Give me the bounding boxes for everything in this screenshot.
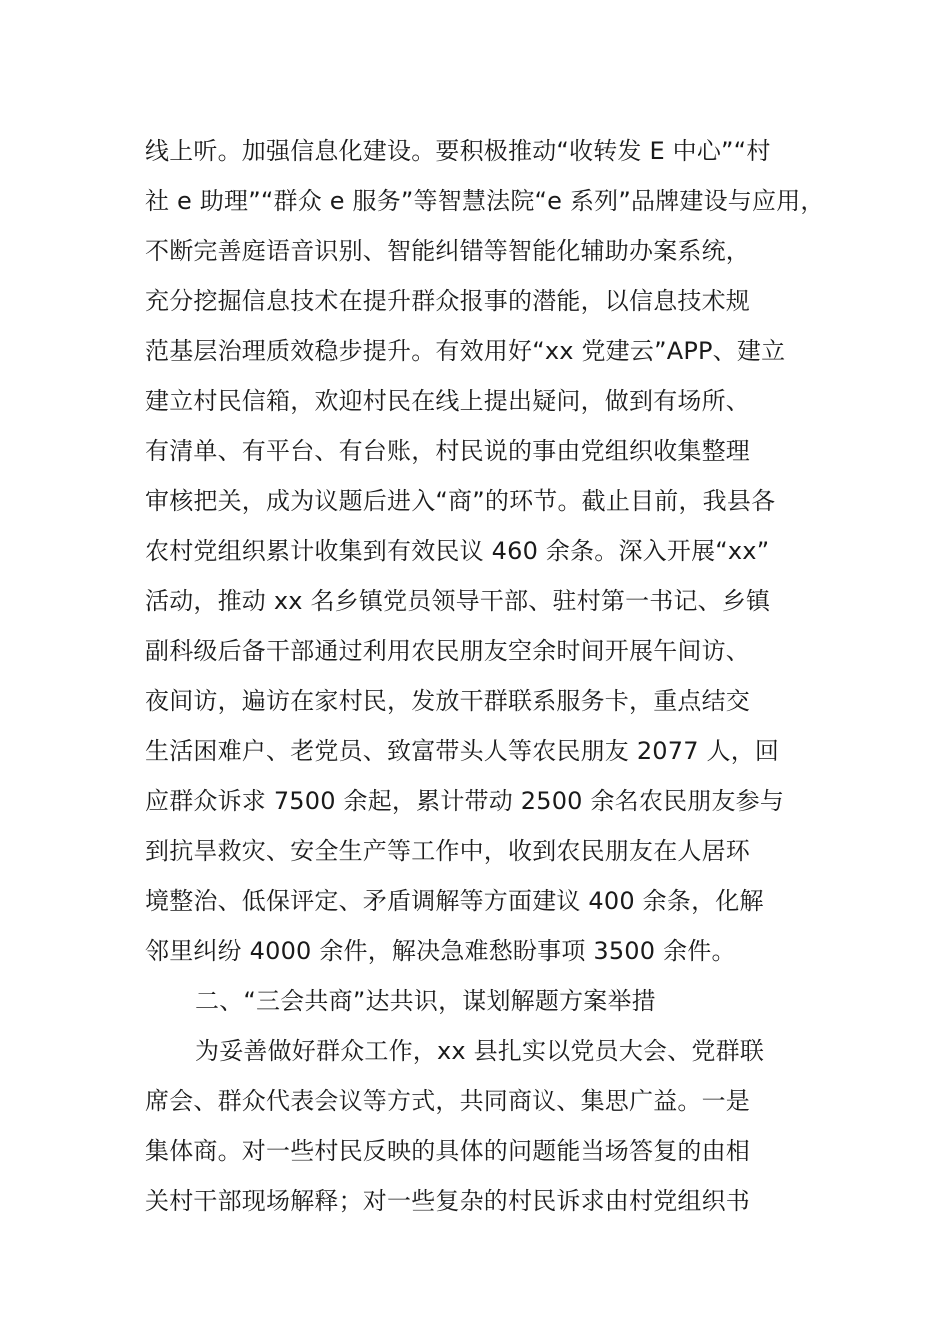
text-line: 不断完善庭语音识别、智能纠错等智能化辅助办案系统， [145,237,750,265]
text-line: 副科级后备干部通过利用农民朋友空余时间开展午间访、 [145,637,750,665]
text-line: 关村干部现场解释；对一些复杂的村民诉求由村党组织书 [145,1187,750,1215]
text-line: 境整治、低保评定、矛盾调解等方面建议 400 余条，化解 [145,887,764,915]
text-line: 集体商。对一些村民反映的具体的问题能当场答复的由相 [145,1137,750,1165]
document-body [145,126,825,1226]
text-line: 邻里纠纷 4000 余件，解决急难愁盼事项 3500 余件。 [145,937,736,965]
text-line: 线上听。加强信息化建设。要积极推动“收转发 E 中心”“村 [145,137,771,165]
text-line: 充分挖掘信息技术在提升群众报事的潜能，以信息技术规 [145,287,750,315]
text-line: 农村党组织累计收集到有效民议 460 余条。深入开展“xx” [145,537,770,565]
text-line: 建立村民信箱，欢迎村民在线上提出疑问，做到有场所、 [145,387,750,415]
paragraph-start-line: 为妥善做好群众工作，xx 县扎实以党员大会、党群联 [195,1037,765,1065]
text-line: 活动，推动 xx 名乡镇党员领导干部、驻村第一书记、乡镇 [145,587,771,615]
text-line: 夜间访，遍访在家村民，发放干群联系服务卡，重点结交 [145,687,750,715]
section-heading: 二、“三会共商”达共识，谋划解题方案举措 [195,987,656,1015]
text-line: 应群众诉求 7500 余起，累计带动 2500 余名农民朋友参与 [145,787,785,815]
text-line: 审核把关，成为议题后进入“商”的环节。截止目前，我县各 [145,487,776,515]
text-line: 生活困难户、老党员、致富带头人等农民朋友 2077 人，回 [145,737,780,765]
text-line: 社 e 助理”“群众 e 服务”等智慧法院“e 系列”品牌建设与应用， [145,187,825,215]
text-line: 席会、群众代表会议等方式，共同商议、集思广益。一是 [145,1087,750,1115]
text-line: 范基层治理质效稳步提升。有效用好“xx 党建云”APP、建立 [145,337,786,365]
text-line: 有清单、有平台、有台账，村民说的事由党组织收集整理 [145,437,750,465]
text-line: 到抗旱救灾、安全生产等工作中，收到农民朋友在人居环 [145,837,750,865]
